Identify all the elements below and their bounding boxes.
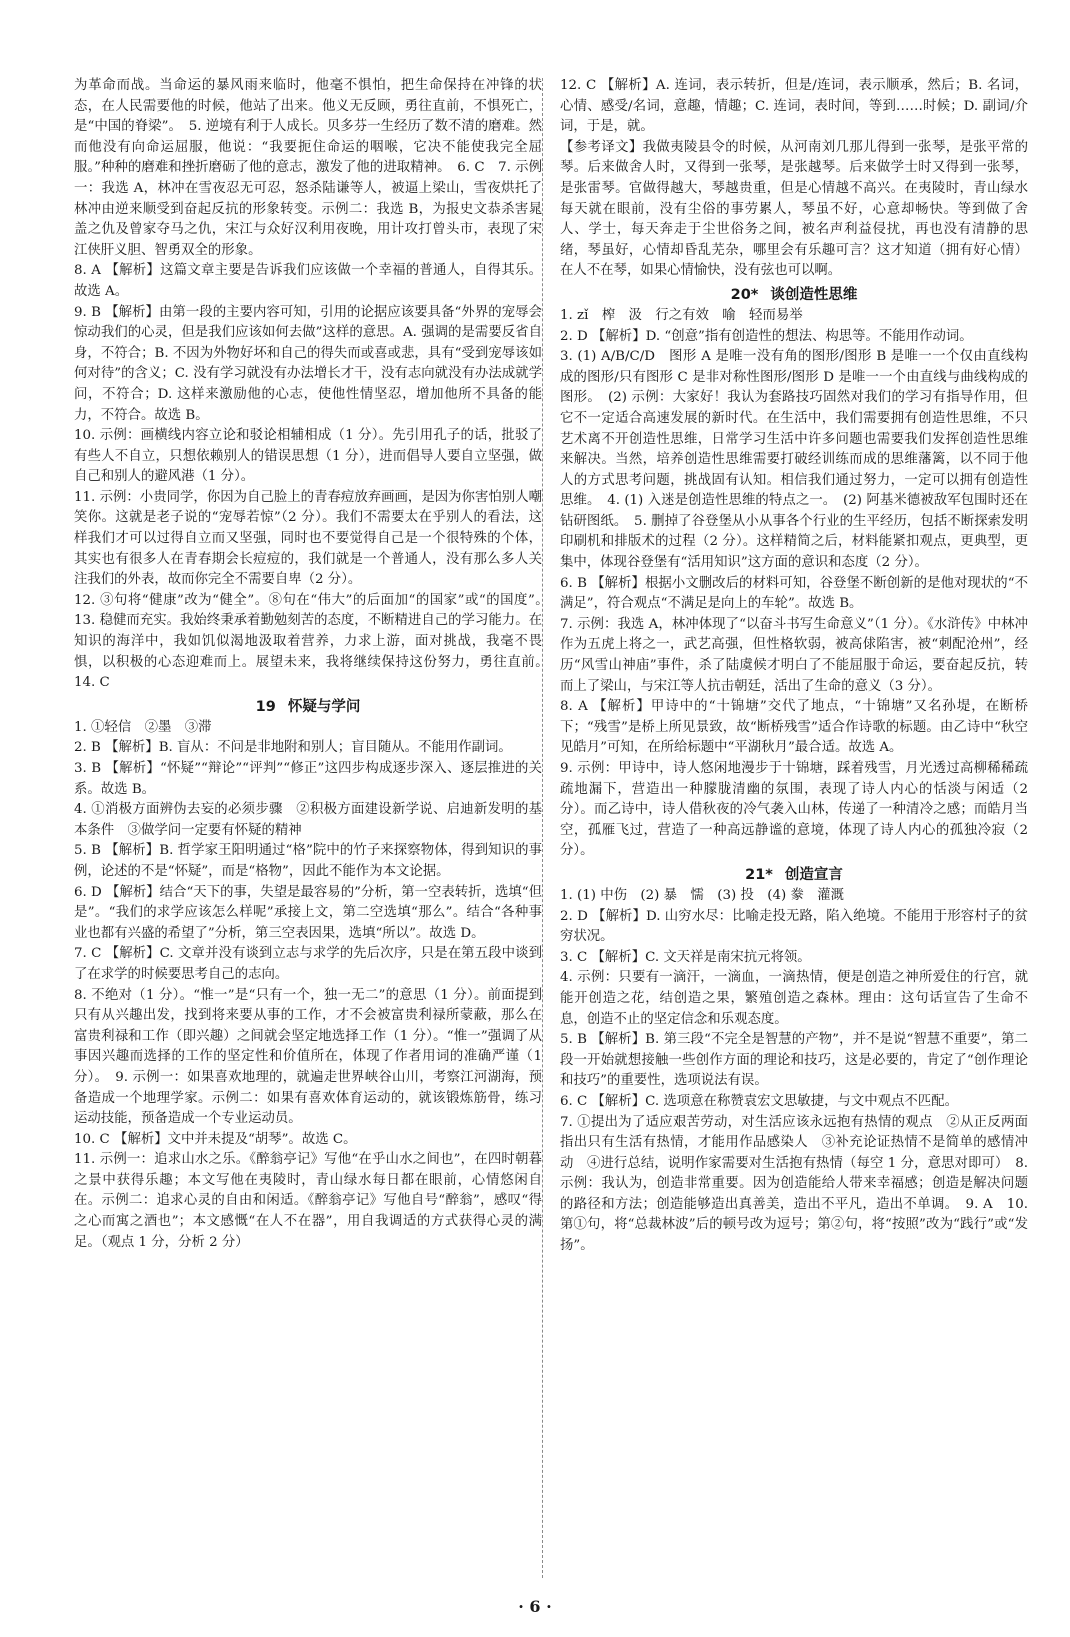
answer-paragraph: 10. 示例：画横线内容立论和驳论相辅相成（1 分）。先引用孔子的话，批驳了有些人不自立，只想依赖别人的错误思想（1 分），进而倡导人要自立坚强，做自己和别人的避风港（1 分）。	[74, 428, 542, 485]
page-number: · 6 ·	[518, 1597, 552, 1616]
answer-paragraph: 12. ③句将“健康”改为“健全”。⑧句在“伟大”的后面加“的国家”或“的国度”。 13. 稳健而充实。我始终秉承着勤勉刻苦的态度，不断精进自己的学习能力。在知识的海洋中，我如饥似渴地汲取着营养，力求上游，面对挑战，我毫不畏惧，以积极的心态迎难而上。展望未来，我将继续保持这份努力，勇往直前。 14. C	[74, 592, 556, 691]
answer-paragraph: 5. B 【解析】B. 第三段“不完全是智慧的产物”，并不是说“智慧不重要”，第二段一开始就想接触一些创作方面的理论和技巧，这是必要的，肯定了“创作理论和技巧”的重要性，选项说法有误。	[560, 1032, 1028, 1089]
section-heading-text: 创造宣言	[784, 866, 843, 883]
answer-paragraph: 7. ①提出为了适应艰苦劳动，对生活应该永远抱有热情的观点 ②从正反两面指出只有生活有热情，才能用作品感染人 ③补充论证热情不是简单的感情冲动 ④进行总结，说明作家需要对生活抱有热情（每空 1 分，意思对即可） 8. 示例：我认为，创造非常重要。因为创造能给人带来幸福感；创造是解决问题的路径和方法；创造能够造出真善美，造出不平凡，造出不单调。 9. A 10. 第①句，将“总裁林波”后的顿号改为逗号；第②句，将“按照”改为“践行”或“发扬”。	[560, 1114, 1028, 1254]
section-number: 19	[255, 698, 276, 715]
answer-paragraph: 7. 示例：我选 A，林冲体现了“以奋斗书写生命意义”（1 分）。《水浒传》中林冲作为五虎上将之一，武艺高强，但性格软弱，被高俅陷害，被“刺配沧州”，经历“风雪山神庙”事件，杀了陆虞候才明白了不能屈服于命运，要奋起反抗，转而上了梁山，与宋江等人抗击朝廷，活出了生命的意义（3 分）。	[560, 616, 1028, 694]
answer-paragraph: 10. C 【解析】文中并未提及“胡琴”。故选 C。	[74, 1131, 357, 1147]
answer-paragraph: 3. B 【解析】“怀疑”“辩论”“评判”“修正”这四步构成逐步深入、逐层推进的关系。故选 B。	[74, 761, 542, 797]
answer-paragraph: 8. 不绝对（1 分）。“惟一”是“只有一个，独一无二”的意思（1 分）。前面提到只有从兴趣出发，找到将来要从事的工作，才不会被富贵利禄所蒙蔽，那么在富贵利禄和工作（即兴趣）之间就会坚定地选择工作（1 分）。“惟一”强调了从事因兴趣而选择的工作的坚定性和价值所在，体现了作者用词的准确严谨（1 分）。 9. 示例一：如果喜欢地理的，就遍走世界峡谷山川，考察江河湖海，预备造成一个地理学家。示例二：如果有喜欢体育运动的，就该锻炼筋骨，练习运动技能，预备造成一个专业运动员。	[74, 987, 542, 1127]
right-column	[560, 76, 1028, 1576]
section-heading-text: 怀疑与学问	[287, 698, 361, 715]
answer-paragraph: 11. 示例：小贵同学，你因为自己脸上的青春痘放弃画画，是因为你害怕别人嘲笑你。这就是老子说的“宠辱若惊”（2 分）。我们不需要太在乎别人的看法，这样我们才可以过得自立而又坚强，同时也不要觉得自己是一个很特殊的个体，其实也有很多人在青春期会长痘痘的，我们就是一个普通人，没有那么多人关注我们的外表，故而你完全不需要自卑（2 分）。	[74, 489, 542, 588]
answer-paragraph: 4. 示例：只要有一滴汗，一滴血，一滴热情，便是创造之神所爱住的行宫，就能开创造之花，结创造之果，繁殖创造之森林。理由：这句话宣告了生命不息，创造不止的坚定信念和乐观态度。	[560, 970, 1028, 1027]
section-number: 20*	[730, 286, 759, 303]
answer-paragraph: 1. (1) 中伤 (2) 暴 懦 (3) 投 (4) 豢 灌溉	[560, 887, 845, 903]
answer-paragraph: 11. 示例一：追求山水之乐。《醉翁亭记》写他“在乎山水之间也”，在四时朝暮之景中获得乐趣；本文写他在夷陵时，青山绿水每日都在眼前，心情悠闲自在。示例二：追求心灵的自由和闲适。《醉翁亭记》写他自号“醉翁”，感叹“得之心而寓之酒也”；本文感慨“在人不在器”，用自我调适的方式获得心灵的满足。（观点 1 分，分析 2 分）	[74, 1152, 542, 1250]
section-heading-text: 谈创造性思维	[770, 286, 858, 303]
answer-paragraph: 3. (1) A/B/C/D 图形 A 是唯一没有角的图形/图形 B 是唯一一个仅由直线构成的图形/只有图形 C 是非对称性图形/图形 D 是唯一一个由直线与曲线构成的图形。 (2) 示例：大家好！我认为套路技巧固然对我们的学习有指导作用，但它不一定适合高速发展的新时代。在生活中，我们需要拥有创造性思维，不只艺术离不开创造性思维，日常学习生活中许多问题也需要我们发挥创造性思维来解决。当然，培养创造性思维需要打破经训练而成的思维藩篱，以不同于他人的方式思考问题，挑战固有认知。相信我们通过努力，一定可以拥有创造性思维。 4. (1) 入迷是创造性思维的特点之一。 (2) 阿基米德被敌军包围时还在钻研图纸。 5. 删掉了谷登堡从小从事各个行业的生平经历，包括不断探索发明印刷机和排版术的过程（2 分）。这样精简之后，材料能紧扣观点，更典型，更集中，体现谷登堡有“活用知识”这方面的意识和态度（2 分）。	[560, 349, 1028, 571]
answer-paragraph: 【参考译文】我做夷陵县令的时候，从河南刘几那儿得到一张琴，是张平常的琴。后来做舍人时，又得到一张琴，是张越琴。后来做学士时又得到一张琴，是张雷琴。官做得越大，琴越贵重，但是心情越不高兴。在夷陵时，青山绿水每天就在眼前，没有尘俗的事劳累人，琴虽不好，心意却畅快。等到做了舍人、学士，每天奔走于尘世俗务之间，被名声利益侵扰，再也没有清静的思绪，琴虽好，心情却昏乱芜杂，哪里会有乐趣可言？这才知道（拥有好心情）在人不在琴，如果心情愉快，没有弦也可以啊。	[560, 139, 1028, 279]
answer-paragraph: 6. B 【解析】根据小文删改后的材料可知，谷登堡不断创新的是他对现状的“不满足”，符合观点“不满足是向上的车轮”。故选 B。	[560, 575, 1028, 612]
section-number: 21*	[745, 866, 773, 883]
answer-paragraph: 1. ①轻信 ②墨 ③滞	[74, 719, 212, 735]
answer-paragraph: 为革命而战。当命运的暴风雨来临时，他毫不惧怕，把生命保持在冲锋的状态，在人民需要他的时候，他站了出来。他义无反顾，勇往直前，不惧死亡，是“中国的脊梁”。 5. 逆境有利于人成长。贝多芬一生经历了数不清的磨难。然而他没有向命运屈服，他说：“我要扼住命运的咽喉，它决不能使我完全屈服。”种种的磨难和挫折磨砺了他的意志，激发了他的进取精神。 6. C 7. 示例一：我选 A，林冲在雪夜忍无可忍，怒杀陆谦等人，被逼上梁山，雪夜烘托了林冲由逆来顺受到奋起反抗的形象转变。示例二：我选 B，为报史文恭杀害晁盖之仇及曾家夺马之仇，宋江与众好汉利用夜晚，用计攻打曾头市，表现了宋江侠肝义胆、智勇双全的形象。	[74, 78, 542, 258]
answer-paragraph: 9. 示例：甲诗中，诗人悠闲地漫步于十锦塘，踩着残雪，月光透过高柳稀稀疏疏地漏下，营造出一种朦胧清幽的氛围，表现了诗人内心的恬淡与闲适（2 分）。而乙诗中，诗人借秋夜的冷气袭入山林，传递了一种清冷之感；而皓月当空，孤雁飞过，营造了一种高远静谧的意境，体现了诗人内心的孤独冷寂（2 分）。	[560, 761, 1028, 859]
answer-paragraph: 1. zǐ 榨 汲 行之有效 喻 轻而易举	[560, 307, 803, 323]
answer-paragraph: 2. B 【解析】B. 盲从：不问是非地附和别人；盲目随从。不能用作副词。	[74, 740, 512, 756]
section-title	[560, 864, 1028, 886]
answer-paragraph: 2. D 【解析】D. “创意”指有创造性的想法、构思等。不能用作动词。	[560, 328, 973, 344]
answer-paragraph: 6. C 【解析】C. 选项意在称赞袁宏文思敏捷，与文中观点不匹配。	[560, 1093, 958, 1109]
answer-paragraph: 12. C 【解析】A. 连词，表示转折，但是/连词，表示顺承，然后；B. 名词，心情、感受/名词，意趣，情趣；C. 连词，表时间，等到……时候；D. 副词/介词，于是，就。	[560, 78, 1028, 135]
answer-paragraph: 9. B 【解析】由第一段的主要内容可知，引用的论据应该要具备“外界的宠辱会惊动我们的心灵，但是我们应该如何去做”这样的意思。A. 强调的是需要反省自身，不符合；B. 不因为外物好坏和自己的得失而或喜或悲，具有“受到宠辱该如何对待”的含义；C. 没有学习就没有办法增长才干，没有志向就没有办法成就学问，不符合；D. 这样来激励他的心志，使他性情坚忍，增加他所不具备的能力，不符合。故选 B。	[74, 304, 542, 423]
answer-paragraph: 7. C 【解析】C. 文章并没有谈到立志与求学的先后次序，只是在第五段中谈到了在求学的时候要思考自己的志向。	[74, 946, 542, 982]
answer-paragraph: 4. ①消极方面辨伪去妄的必须步骤 ②积极方面建设新学说、启迪新发明的基本条件 ③做学问一定要有怀疑的精神	[74, 802, 542, 838]
answer-paragraph: 6. D 【解析】结合“天下的事，失望是最容易的”分析，第一空表转折，选填“但是”。“我们的求学应该怎么样呢”承接上文，第二空选填“那么”。结合“各种事业也都有兴盛的希望了”分析，第三空表因果，选填“所以”。故选 D。	[74, 884, 542, 941]
answer-paragraph: 2. D 【解析】D. 山穷水尽：比喻走投无路，陷入绝境。不能用于形容村子的贫穷状况。	[560, 908, 1028, 945]
section-title	[560, 284, 1028, 306]
answer-paragraph: 5. B 【解析】B. 哲学家王阳明通过“格”院中的竹子来探察物体，得到知识的事例，论述的不是“怀疑”，而是“格物”，因此不能作为本文论据。	[74, 843, 542, 879]
left-column	[74, 76, 556, 1576]
answer-paragraph: 8. A 【解析】甲诗中的“十锦塘”交代了地点，“十锦塘”又名孙堤，在断桥下；“残雪”是桥上所见景致，故“断桥残雪”适合作诗歌的标题。由乙诗中“秋空见皓月”可知，在所给标题中“平湖秋月”最合适。故选 A。	[560, 699, 1028, 756]
column-divider	[542, 78, 543, 1578]
answer-paragraph: 8. A 【解析】这篇文章主要是告诉我们应该做一个幸福的普通人，自得其乐。故选 A。	[74, 263, 542, 299]
section-title	[74, 696, 542, 718]
answer-paragraph: 3. C 【解析】C. 文天祥是南宋抗元将领。	[560, 949, 811, 965]
